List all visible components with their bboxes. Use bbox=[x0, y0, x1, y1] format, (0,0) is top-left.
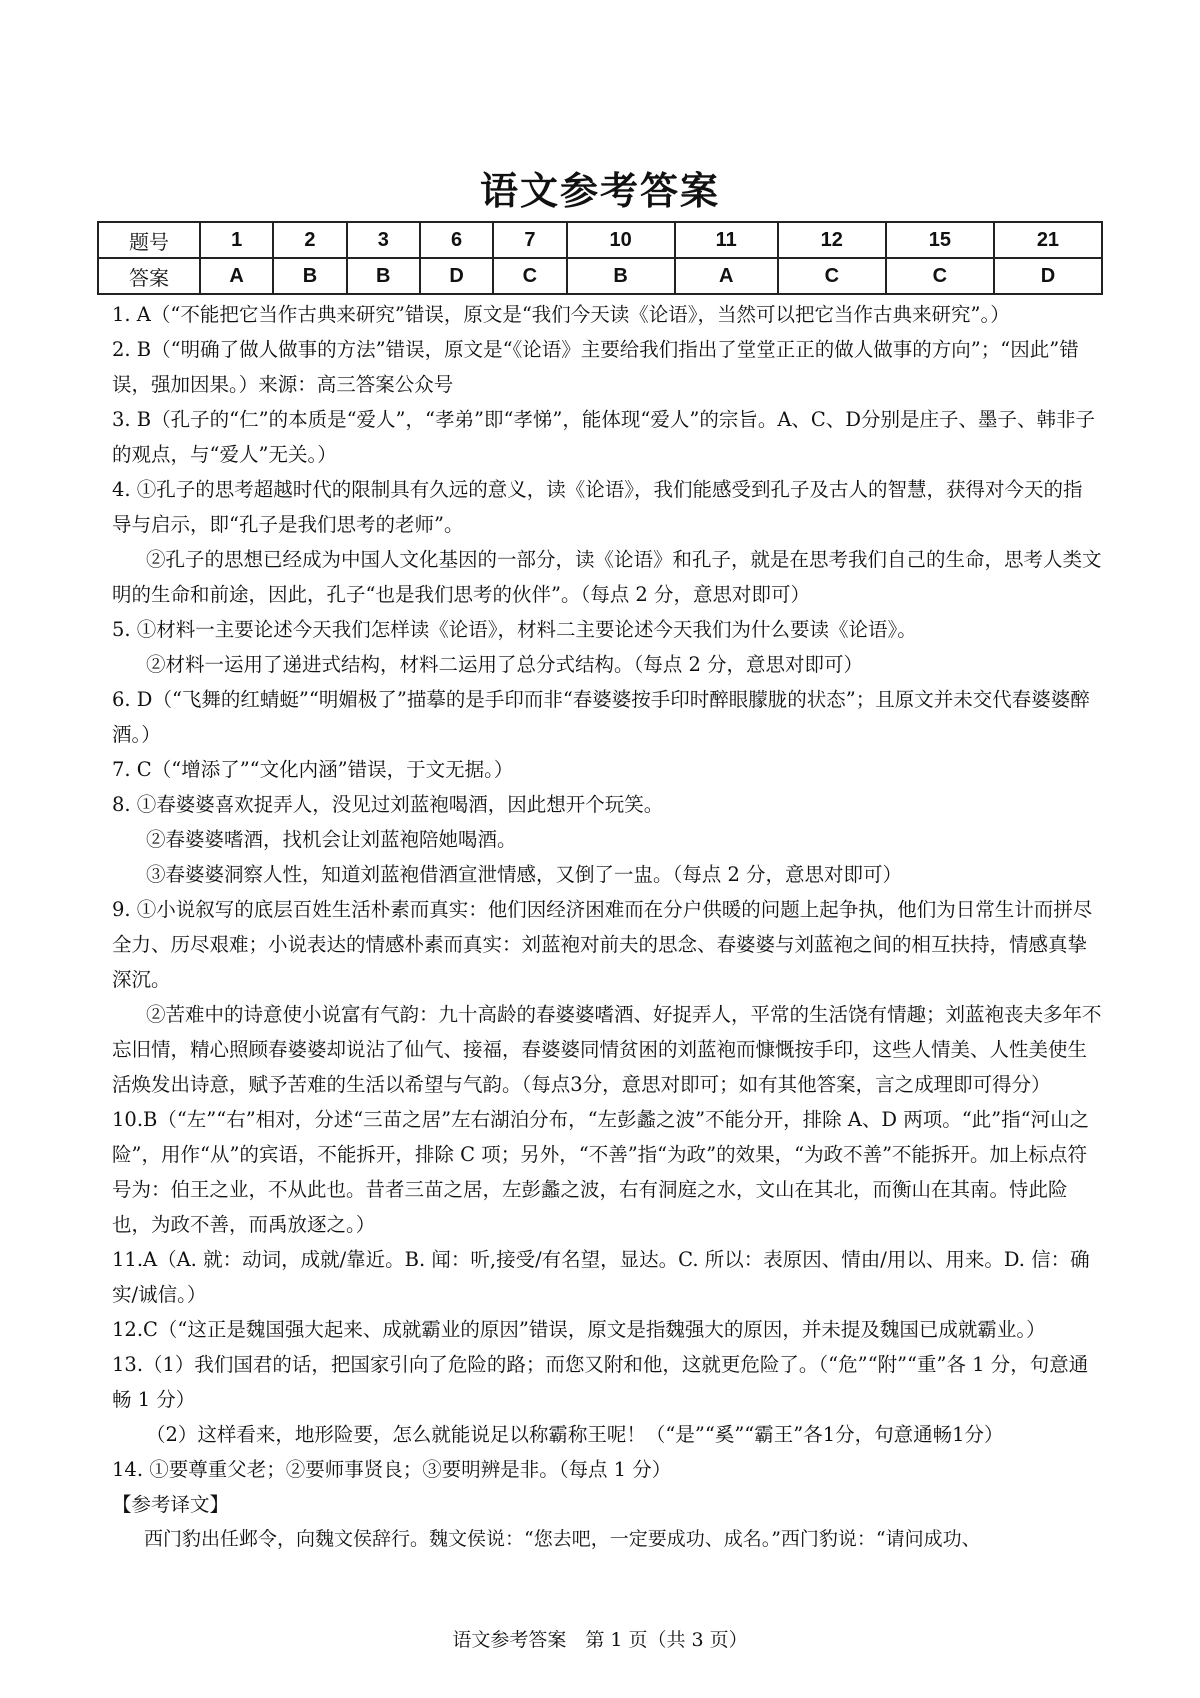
table-cell: 2 bbox=[273, 222, 346, 258]
table-cell: 15 bbox=[886, 222, 994, 258]
answer-paragraph: 1. A（“不能把它当作古典来研究”错误，原文是“我们今天读《论语》，当然可以把它当作古典来研究”。） bbox=[112, 303, 1010, 326]
answer-paragraph: ②苦难中的诗意使小说富有气韵：九十高龄的春婆婆嗜酒、好捉弄人，平常的生活饶有情趣；刘蓝袍丧夫多年不忘旧情，精心照顾春婆婆却说沾了仙气、接福，春婆婆同情贫困的刘蓝袍而慷慨按手印，这些人情美、人性美使生活焕发出诗意，赋予苦难的生活以希望与气韵。（每点3分，意思对即可；如有其他答案，言之成理即可得分） bbox=[112, 1003, 1102, 1096]
table-cell: D bbox=[994, 258, 1102, 294]
answer-paragraph: （2）这样看来，地形险要，怎么就能说足以称霸称王呢！（“是”“奚”“霸王”各1分，句意通畅1分） bbox=[146, 1423, 1004, 1446]
table-cell: C bbox=[778, 258, 886, 294]
answer-paragraph: ②材料一运用了递进式结构，材料二运用了总分式结构。（每点 2 分，意思对即可） bbox=[146, 653, 864, 676]
table-cell: D bbox=[420, 258, 493, 294]
answer-table bbox=[97, 221, 1103, 295]
answer-paragraph: 11.A（A. 就：动词，成就/靠近。B. 闻：听,接受/有名望，显达。C. 所以：表原因、情由/用以、用来。D. 信：确实/诚信。） bbox=[112, 1248, 1090, 1306]
table-cell: 答案 bbox=[98, 258, 200, 294]
answer-paragraph: 12.C（“这正是魏国强大起来、成就霸业的原因”错误，原文是指魏强大的原因，并未提及魏国已成就霸业。） bbox=[112, 1318, 1046, 1341]
page-title: 语文参考答案 bbox=[479, 168, 720, 213]
table-cell: B bbox=[273, 258, 346, 294]
answer-paragraph: 13.（1）我们国君的话，把国家引向了危险的路；而您又附和他，这就更危险了。（“危”“附”“重”各 1 分，句意通畅 1 分） bbox=[112, 1353, 1089, 1411]
answer-paragraph: 8. ①春婆婆喜欢捉弄人，没见过刘蓝袍喝酒，因此想开个玩笑。 bbox=[112, 793, 664, 816]
table-cell: 3 bbox=[347, 222, 420, 258]
page-footer: 语文参考答案 第 1 页（共 3 页） bbox=[452, 1629, 748, 1651]
table-cell: A bbox=[200, 258, 273, 294]
answer-paragraph: 4. ①孔子的思考超越时代的限制具有久远的意义，读《论语》，我们能感受到孔子及古人的智慧，获得对今天的指导与启示，即“孔子是我们思考的老师”。 bbox=[112, 478, 1083, 536]
table-cell: C bbox=[493, 258, 566, 294]
answer-row bbox=[98, 258, 1102, 294]
table-cell: 1 bbox=[200, 222, 273, 258]
table-cell: B bbox=[567, 258, 675, 294]
answer-explanations bbox=[112, 297, 1102, 1557]
table-cell: 7 bbox=[493, 222, 566, 258]
table-cell: 题号 bbox=[98, 222, 200, 258]
answer-paragraph: ③春婆婆洞察人性，知道刘蓝袍借酒宣泄情感，又倒了一盅。（每点 2 分，意思对即可） bbox=[146, 863, 903, 886]
answer-paragraph: 9. ①小说叙写的底层百姓生活朴素而真实：他们因经济困难而在分户供暖的问题上起争执，他们为日常生计而拼尽全力、历尽艰难；小说表达的情感朴素而真实：刘蓝袍对前夫的思念、春婆婆与刘蓝袍之间的相互扶持，情感真挚深沉。 bbox=[112, 898, 1093, 991]
translation-heading: 【参考译文】 bbox=[112, 1493, 230, 1516]
table-cell: C bbox=[886, 258, 994, 294]
table-cell: 6 bbox=[420, 222, 493, 258]
table-cell: 21 bbox=[994, 222, 1102, 258]
answer-paragraph: 6. D（“飞舞的红蜻蜓”“明媚极了”描摹的是手印而非“春婆婆按手印时醉眼朦胧的状态”；且原文并未交代春婆婆醉酒。） bbox=[112, 688, 1090, 746]
answer-paragraph: ②春婆婆嗜酒，找机会让刘蓝袍陪她喝酒。 bbox=[146, 828, 517, 851]
answer-paragraph: 2. B（“明确了做人做事的方法”错误，原文是“《论语》主要给我们指出了堂堂正正的做人做事的方向”；“因此”错误，强加因果。）来源：高三答案公众号 bbox=[112, 338, 1079, 396]
question-number-row bbox=[98, 222, 1102, 258]
table-cell: 11 bbox=[675, 222, 778, 258]
table-cell: 12 bbox=[778, 222, 886, 258]
answer-paragraph: 3. B（孔子的“仁”的本质是“爱人”，“孝弟”即“孝悌”，能体现“爱人”的宗旨。A、C、D分别是庄子、墨子、韩非子的观点，与“爱人”无关。） bbox=[112, 408, 1095, 466]
table-cell: 10 bbox=[567, 222, 675, 258]
answer-paragraph: 5. ①材料一主要论述今天我们怎样读《论语》，材料二主要论述今天我们为什么要读《论语》。 bbox=[112, 618, 917, 641]
answer-paragraph: ②孔子的思想已经成为中国人文化基因的一部分，读《论语》和孔子，就是在思考我们自己的生命，思考人类文明的生命和前途，因此，孔子“也是我们思考的伙伴”。（每点 2 分，意思对即可） bbox=[112, 548, 1102, 606]
answer-paragraph: 10.B（“左”“右”相对，分述“三苗之居”左右湖泊分布，“左彭蠡之波”不能分开，排除 A、D 两项。“此”指“河山之险”，用作“从”的宾语，不能拆开，排除 C 项；另外，“不善”指“为政”的效果，“为政不善”不能拆开。加上标点符号为：伯王之业，不从此也。昔者三苗之居，左彭蠡之波，右有洞庭之水，文山在其北，而衡山在其南。恃此险也，为政不善，而禹放逐之。） bbox=[112, 1108, 1090, 1236]
translation-paragraph: 西门豹出任邺令，向魏文侯辞行。魏文侯说：“您去吧，一定要成功、成名。”西门豹说：“请问成功、 bbox=[144, 1528, 981, 1550]
answer-paragraph: 7. C（“增添了”“文化内涵”错误，于文无据。） bbox=[112, 758, 514, 781]
table-cell: B bbox=[347, 258, 420, 294]
answer-paragraph: 14. ①要尊重父老；②要师事贤良；③要明辨是非。（每点 1 分） bbox=[112, 1458, 672, 1481]
table-cell: A bbox=[675, 258, 778, 294]
